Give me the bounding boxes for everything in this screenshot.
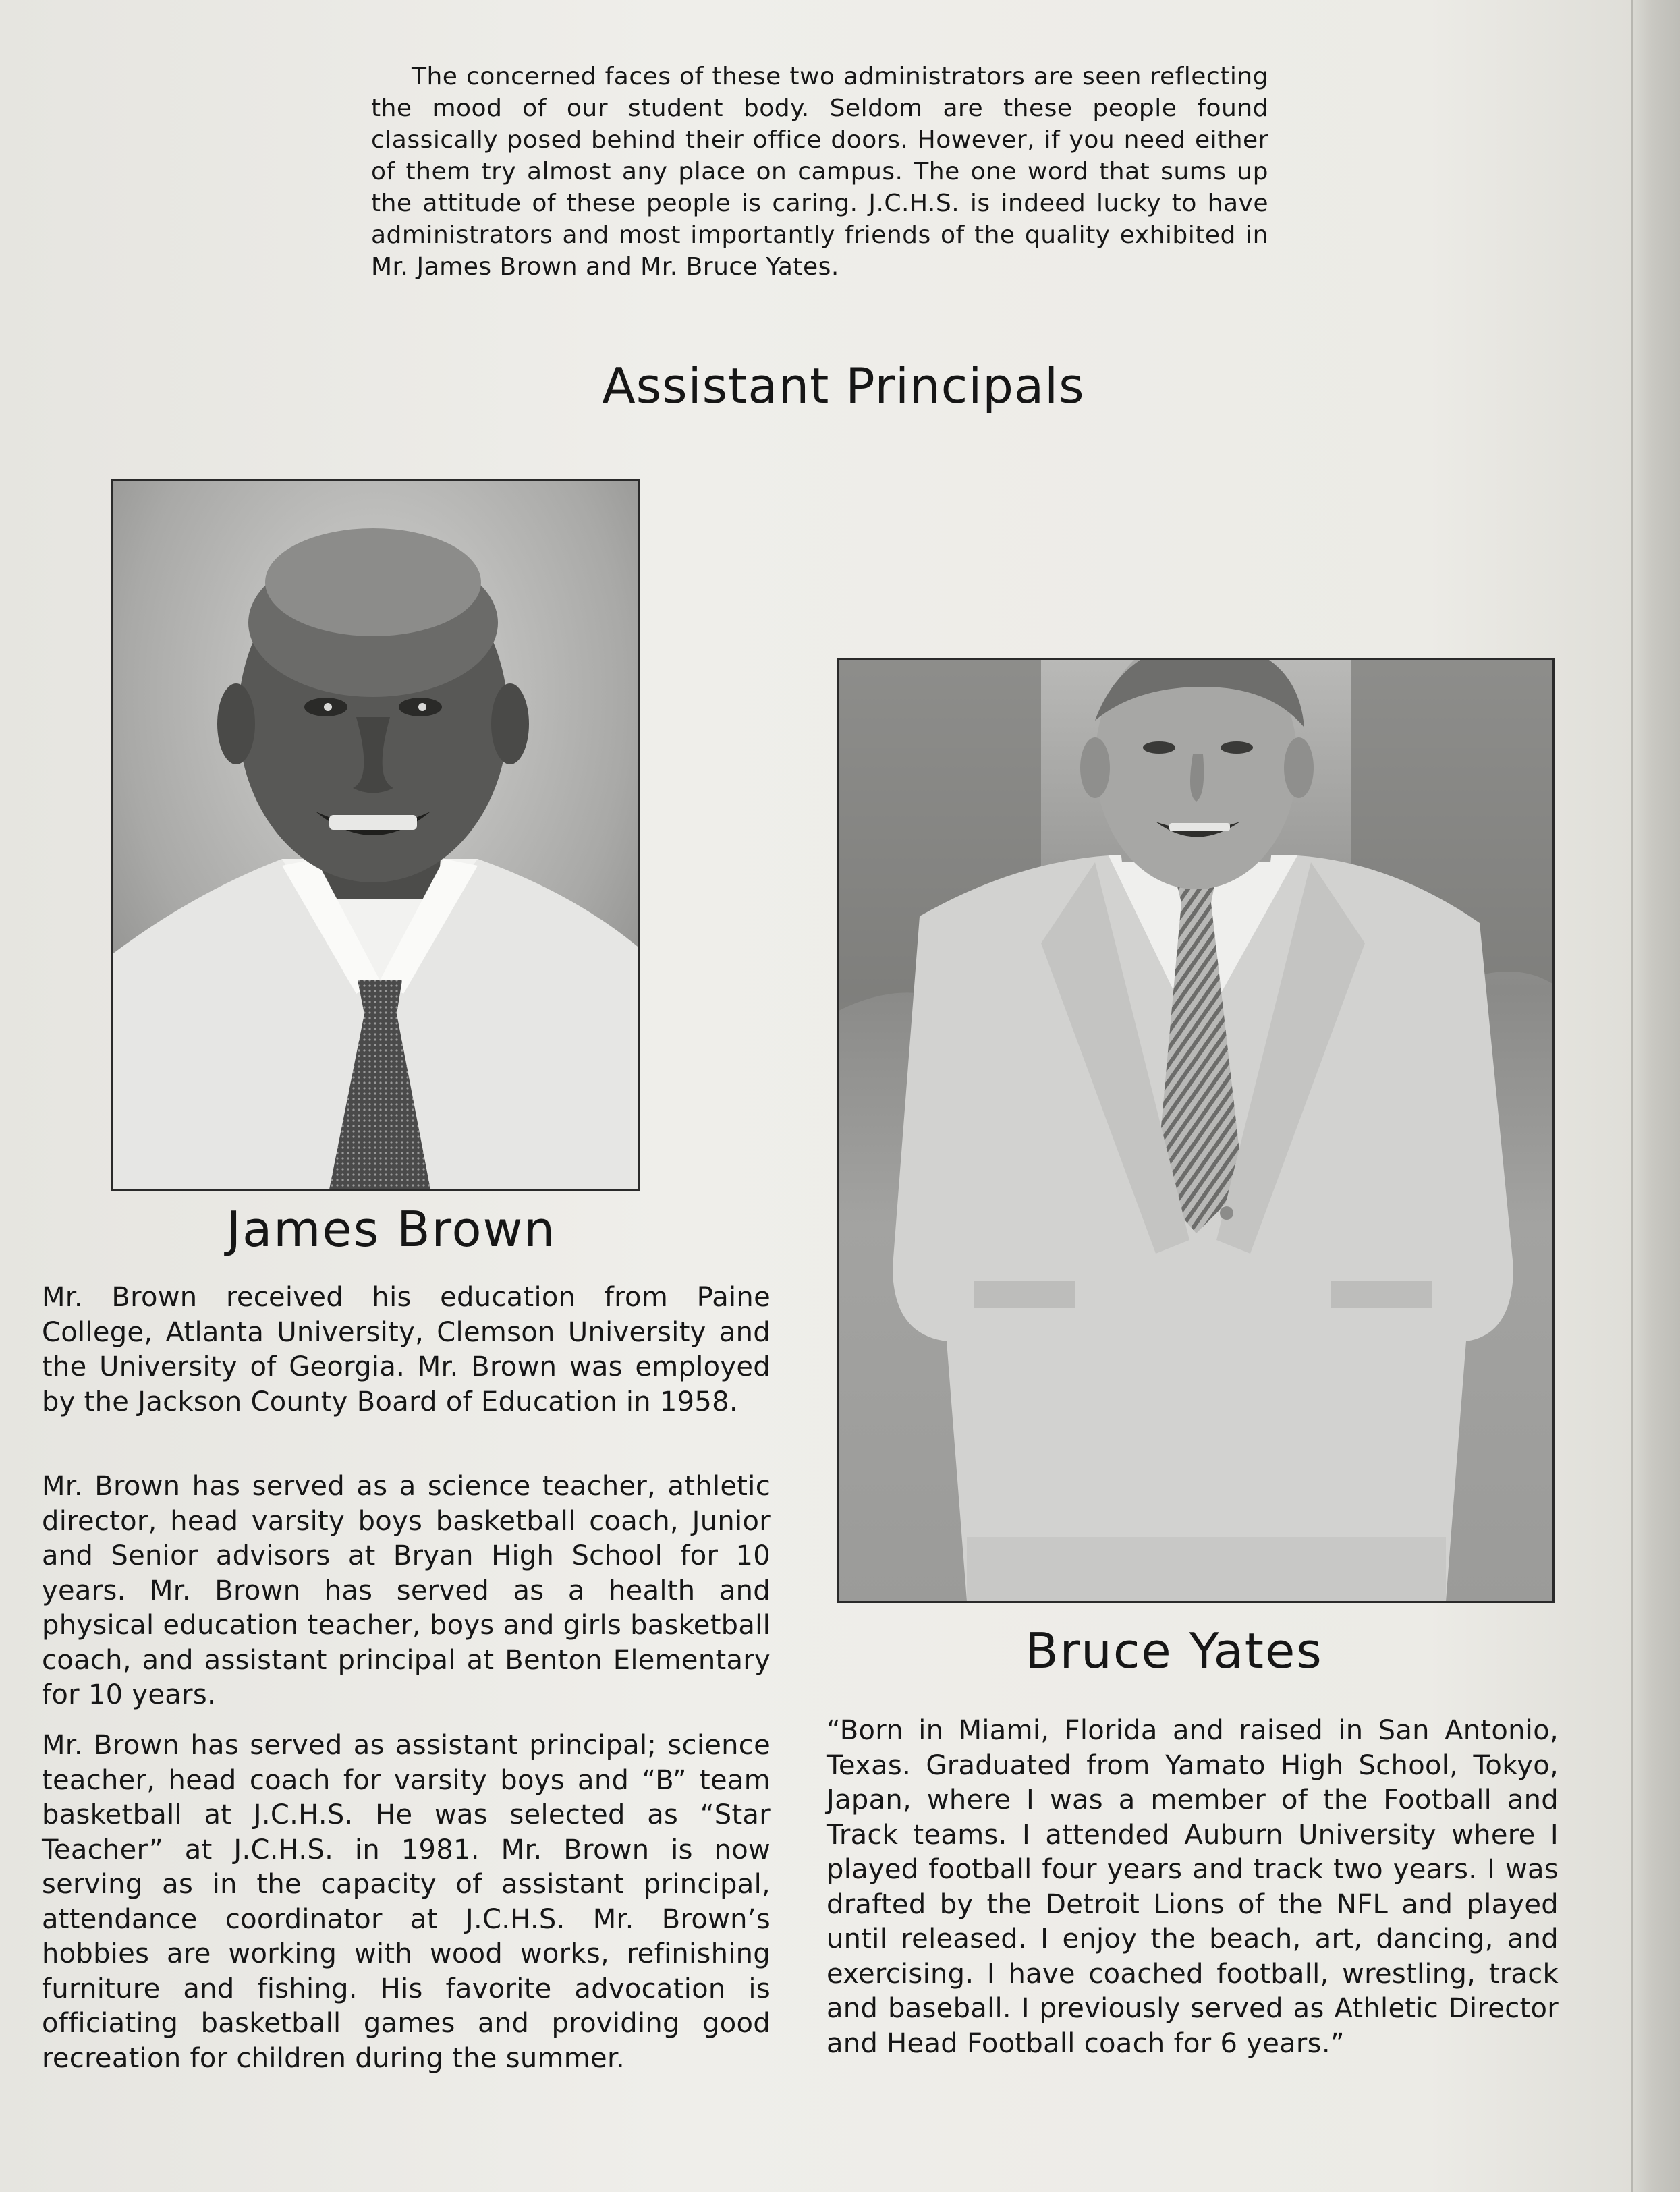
intro-paragraph: The concerned faces of these two administrators are seen reflecting the mood of our student body. Seldom are these people found classically posed behind their office doors. However, if you need either of them try almost any place on campus. The one word that sums up the attitude of these people is caring. J.C.H.S. is indeed lucky to have administrators and most importantly friends of the quality exhibited in Mr. James Brown and Mr. Bruce Yates. — [371, 63, 1268, 281]
james-brown-bio-paragraph-2: Mr. Brown has served as a science teacher, athletic director, head varsity boys basketball coach, Junior and Senior advisors at Bryan High School for 10 years. Mr. Brown has served as a health and physical education teacher, boys and girls basketball coach, and assistant principal at Benton Elementary for 10 years. — [42, 1471, 771, 1710]
bruce-yates-name: Bruce Yates — [1025, 1623, 1323, 1679]
james-brown-bio-paragraph-3: Mr. Brown has served as assistant principal; science teacher, head coach for varsity boys and “B” team basketball at J.C.H.S. He was selected as “Star Teacher” at J.C.H.S. in 1981. Mr. Brown is now serving as in the capacity of assistant principal, attendance coordinator at J.C.H.S. Mr. Brown’s hobbies are working with wood works, refinishing furniture and fishing. His favorite advocation is officiating basketball games and providing good recreation for children during the summer. — [42, 1730, 771, 2074]
james-brown-photo — [111, 479, 640, 1191]
page-edge — [1631, 0, 1680, 2192]
bruce-yates-bio: “Born in Miami, Florida and raised in San Antonio, Texas. Graduated from Yamato High School, Tokyo, Japan, where I was a member of the Football and Track teams. I attended Auburn University where I played football four years and track two years. I was drafted by the Detroit Lions of the NFL and played until released. I enjoy the beach, art, dancing, and exercising. I have coached football, wrestling, track and baseball. I previously served as Athletic Director and Head Football coach for 6 years.” — [827, 1715, 1559, 2059]
section-title: Assistant Principals — [602, 358, 1085, 414]
james-brown-portrait-image — [113, 481, 638, 1189]
bruce-yates-photo — [837, 658, 1555, 1603]
james-brown-bio-paragraph-1: Mr. Brown received his education from Paine College, Atlanta University, Clemson University and the University of Georgia. Mr. Brown was employed by the Jackson County Board of Education in 1958. — [42, 1282, 771, 1417]
james-brown-name: James Brown — [226, 1201, 557, 1258]
bruce-yates-portrait-image — [839, 660, 1552, 1601]
